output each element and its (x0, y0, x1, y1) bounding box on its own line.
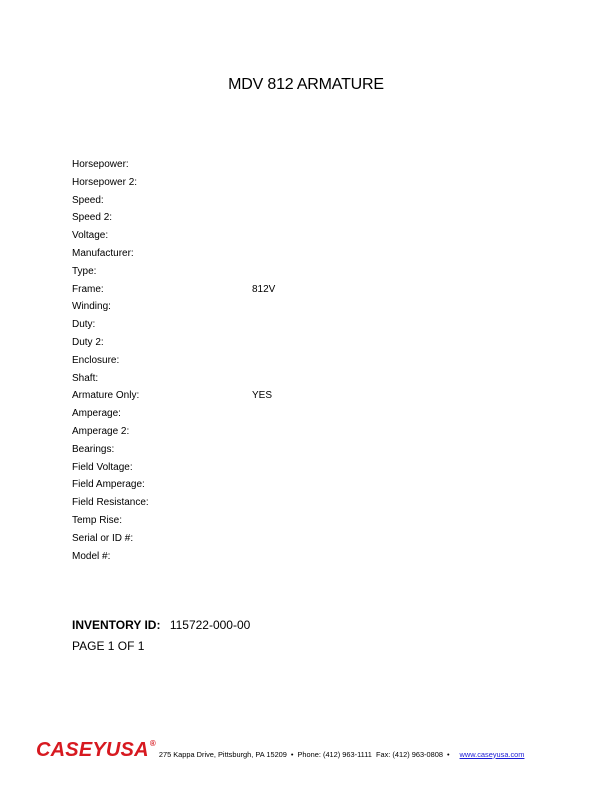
spec-value (252, 316, 492, 334)
spec-label: Speed: (72, 194, 104, 206)
spec-label: Speed 2: (72, 212, 113, 224)
spec-label: Field Voltage: (72, 461, 133, 473)
inventory-id-value: 115722-000-00 (169, 618, 251, 632)
spec-row (72, 192, 492, 210)
spec-value: 812V (252, 283, 276, 295)
spec-row (72, 548, 492, 566)
spec-row (72, 441, 492, 459)
footer-phone: Phone: (412) 963-1111 (297, 749, 372, 759)
caseyusa-logo (36, 739, 156, 762)
spec-label: Horsepower: (72, 159, 129, 170)
spec-row (72, 298, 492, 316)
website-link[interactable]: www.caseyusa.com (459, 749, 525, 759)
spec-label: Model #: (72, 550, 111, 562)
spec-value (252, 476, 492, 494)
inventory-id-label: INVENTORY ID: (72, 618, 161, 632)
spec-value (252, 530, 492, 548)
spec-label: Duty: (72, 319, 96, 331)
spec-label: Voltage: (72, 230, 109, 242)
spec-label: Armature Only: (72, 390, 140, 402)
spec-value (252, 263, 492, 281)
spec-row (72, 423, 492, 441)
spec-row (72, 476, 492, 494)
footer-separator: • (290, 749, 294, 759)
spec-row (72, 156, 492, 174)
page-number: PAGE 1 OF 1 (72, 639, 145, 653)
spec-label: Field Resistance: (72, 497, 149, 509)
spec-row (72, 512, 492, 530)
spec-label: Manufacturer: (72, 247, 134, 259)
registered-mark: ® (149, 738, 156, 748)
spec-row (72, 281, 492, 299)
spec-list (72, 156, 492, 565)
spec-row (72, 352, 492, 370)
spec-label: Enclosure: (72, 354, 120, 366)
footer-separator: • (446, 749, 450, 759)
spec-value (252, 441, 492, 459)
spec-row (72, 405, 492, 423)
spec-value (252, 227, 492, 245)
inventory-id (72, 618, 250, 632)
spec-row (72, 263, 492, 281)
document-title: MDV 812 ARMATURE (228, 76, 384, 93)
spec-label: Horsepower 2: (72, 176, 138, 188)
spec-value (252, 298, 492, 316)
spec-row (72, 174, 492, 192)
spec-value (252, 245, 492, 263)
spec-value (252, 548, 492, 566)
spec-row (72, 245, 492, 263)
spec-value (252, 334, 492, 352)
spec-value (252, 156, 492, 174)
footer-fax: Fax: (412) 963-0808 (375, 749, 443, 759)
spec-row (72, 370, 492, 388)
spec-row (72, 459, 492, 477)
spec-label: Shaft: (72, 372, 99, 384)
spec-value (252, 352, 492, 370)
spec-label: Bearings: (72, 443, 115, 455)
spec-row (72, 334, 492, 352)
spec-value (252, 405, 492, 423)
footer-contact (159, 750, 525, 759)
spec-row (72, 494, 492, 512)
spec-label: Duty 2: (72, 336, 104, 348)
spec-label: Temp Rise: (72, 514, 123, 526)
footer-address: 275 Kappa Drive, Pittsburgh, PA 15209 (158, 749, 287, 759)
spec-label: Frame: (72, 283, 104, 295)
spec-row (72, 209, 492, 227)
spec-value (252, 494, 492, 512)
spec-row (72, 227, 492, 245)
spec-row (72, 530, 492, 548)
spec-row (72, 387, 492, 405)
footer (36, 738, 576, 762)
spec-value (252, 512, 492, 530)
spec-row (72, 316, 492, 334)
spec-value (252, 209, 492, 227)
spec-label: Amperage 2: (72, 425, 130, 437)
spec-label: Winding: (72, 301, 111, 313)
spec-label: Field Amperage: (72, 479, 145, 491)
spec-value: YES (252, 390, 273, 402)
spec-label: Amperage: (72, 408, 121, 420)
spec-value (252, 459, 492, 477)
spec-value (252, 370, 492, 388)
spec-value (252, 174, 492, 192)
logo-text: CASEYUSA (36, 738, 149, 761)
spec-label: Serial or ID #: (72, 532, 134, 544)
spec-value (252, 423, 492, 441)
spec-value (252, 192, 492, 210)
spec-label: Type: (72, 265, 97, 277)
